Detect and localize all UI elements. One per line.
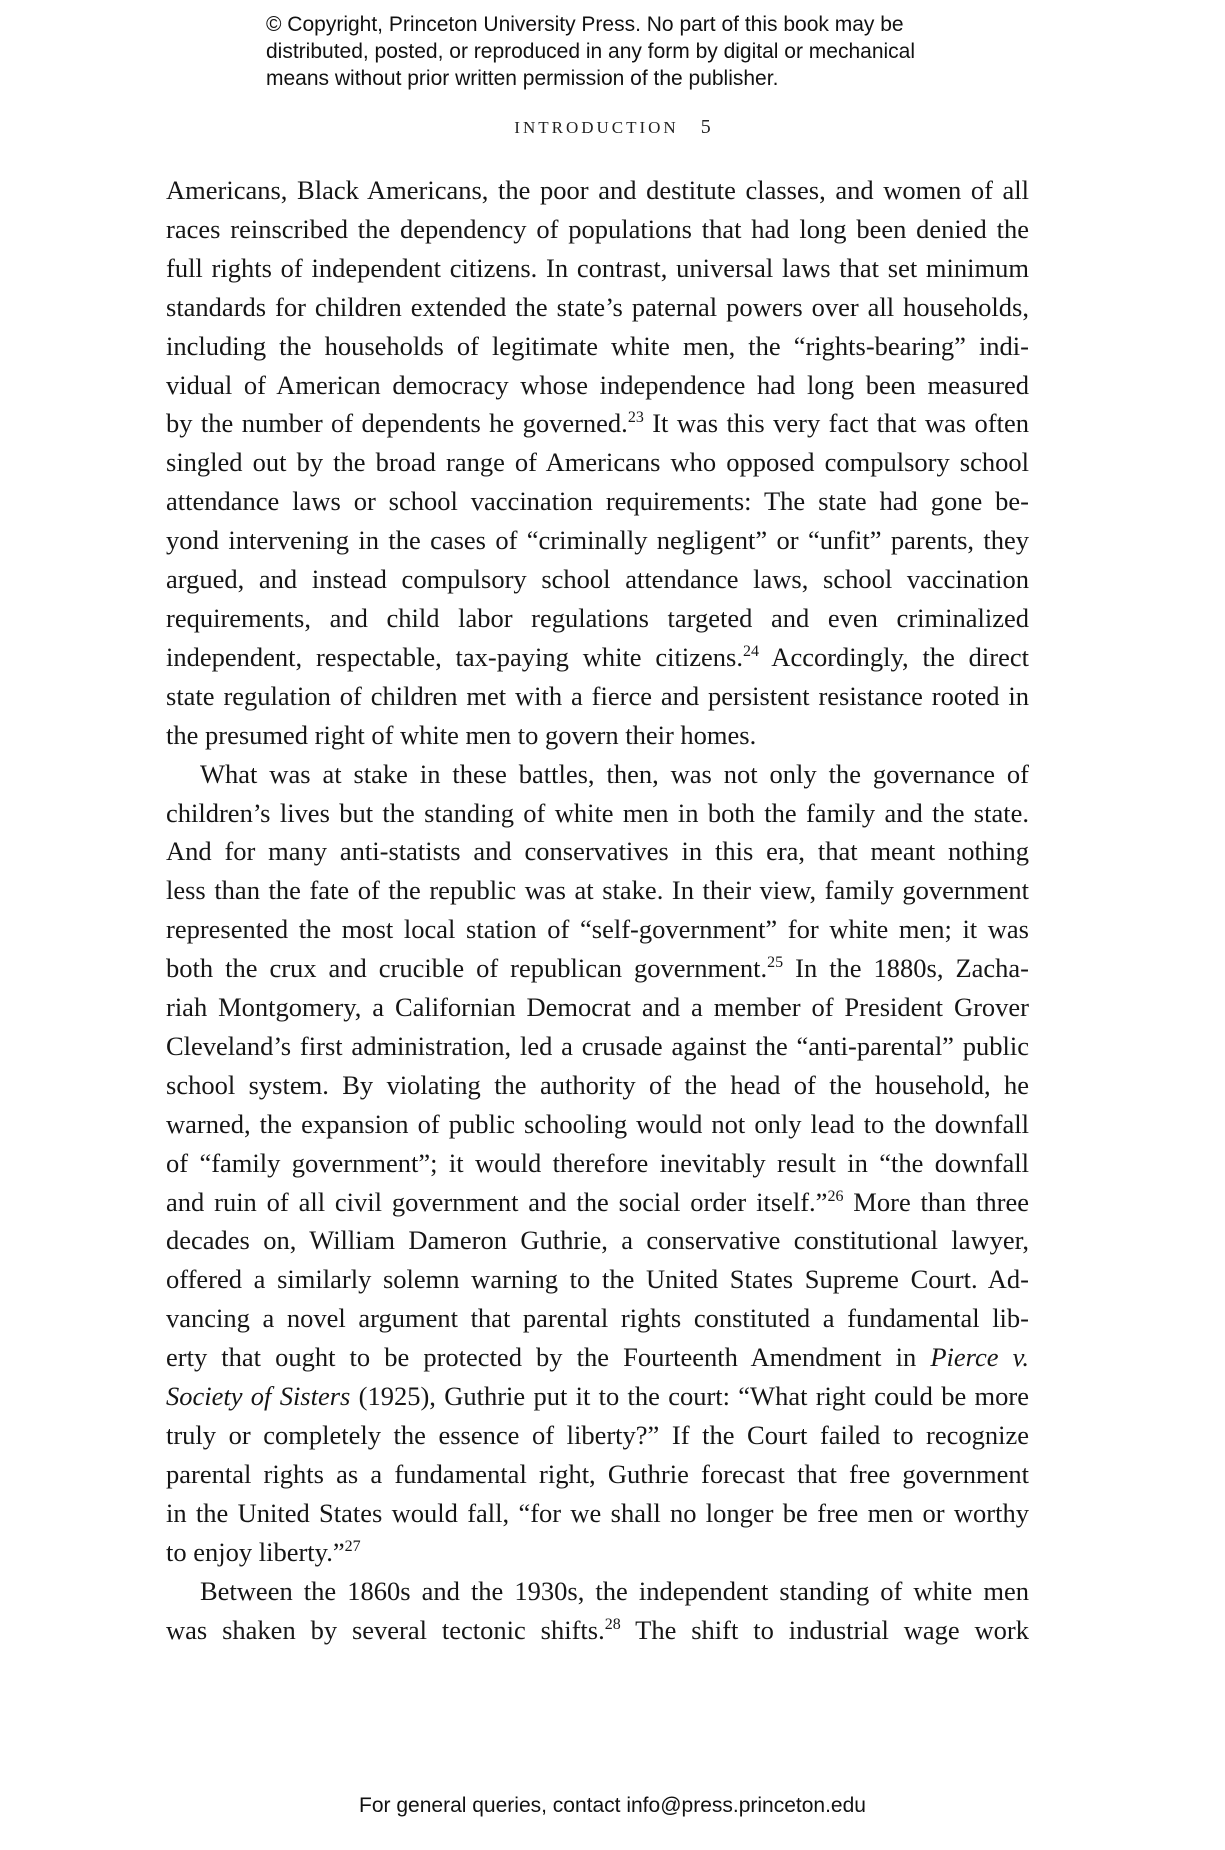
text-line: state regulation of children met with a fierce and persistent resistance rooted in [166, 680, 1029, 711]
paragraph [166, 1572, 1029, 1650]
text-line: riah Montgomery, a Californian Democrat and a member of President Grover [166, 992, 1029, 1023]
footnote-ref[interactable]: 24 [742, 642, 759, 660]
text-line: Americans, Black Americans, the poor and destitute classes, and women of all [166, 175, 1029, 205]
text-line: vidual of American democracy whose independence had long been measured [166, 369, 1029, 400]
copyright-line: © Copyright, Princeton University Press. No part of this book may be [266, 13, 904, 36]
text-run: both the crux and crucible of republican government. [166, 953, 768, 984]
text-line: argued, and instead compulsory school attendance laws, school vaccination [166, 564, 1029, 595]
text-line: Cleveland’s first administration, led a crusade against the “anti-parental” public [166, 1030, 1029, 1061]
text-line: the presumed right of white men to govern their homes. [166, 719, 757, 750]
text-line [166, 1338, 1029, 1377]
text-line: attendance laws or school vaccination requirements: The state had gone be- [166, 486, 1029, 517]
paragraph [166, 171, 1029, 755]
text-line [166, 949, 1029, 988]
body-text [166, 171, 1029, 1649]
text-line: full rights of independent citizens. In contrast, universal laws that set minimum [166, 252, 1029, 283]
text-line: including the households of legitimate white men, the “rights-bearing” indi- [166, 330, 1029, 361]
chapter-title: INTRODUCTION [514, 118, 679, 137]
text-run: and ruin of all civil government and the social order itself.” [166, 1186, 828, 1217]
text-line [166, 1533, 1029, 1572]
text-run: In the 1880s, Zacha- [783, 953, 1030, 984]
footer-contact: For general queries, contact info@press.princeton.edu [359, 1794, 866, 1817]
text-line: represented the most local station of “self-government” for white men; it was [166, 914, 1029, 945]
copyright-notice [266, 11, 986, 92]
text-line: standards for children extended the state’s paternal powers over all households, [166, 291, 1029, 322]
text-line: of “family government”; it would therefore inevitably result in “the downfall [166, 1147, 1029, 1178]
text-line: And for many anti-statists and conservatives in this era, that meant nothing [166, 836, 1029, 867]
text-run: Accordingly, the direct [758, 641, 1029, 672]
text-run: erty that ought to be protected by the Fourteenth Amendment in [166, 1342, 931, 1373]
text-run: The shift to industrial wage work [620, 1614, 1029, 1645]
text-line: school system. By violating the authority of the head of the household, he [166, 1069, 1029, 1100]
text-run: It was this very fact that was often [643, 408, 1029, 439]
text-run: More than three [843, 1186, 1029, 1217]
footnote-ref[interactable]: 23 [627, 409, 644, 427]
text-run: (1925), Guthrie put it to the court: “What right could be more [350, 1381, 1029, 1412]
text-run: by the number of dependents he governed. [166, 408, 628, 439]
text-line: singled out by the broad range of Americans who opposed compulsory school [166, 447, 1029, 478]
text-line [166, 404, 1029, 443]
page-number: 5 [700, 116, 711, 138]
text-line: decades on, William Dameron Guthrie, a conservative constitutional lawyer, [166, 1225, 1029, 1256]
footnote-ref[interactable]: 28 [604, 1615, 621, 1633]
text-run: to enjoy liberty.” [166, 1536, 345, 1567]
text-line: warned, the expansion of public schooling would not only lead to the downfall [166, 1108, 1029, 1139]
case-name-italic: Pierce v. [930, 1342, 1029, 1373]
text-line: vancing a novel argument that parental rights constituted a fundamental lib- [166, 1303, 1029, 1334]
text-line [166, 638, 1029, 677]
text-line [166, 1377, 1029, 1416]
text-line: races reinscribed the dependency of populations that had long been denied the [166, 213, 1029, 244]
text-line [166, 1611, 1029, 1650]
text-line: in the United States would fall, “for we shall no longer be free men or worthy [166, 1497, 1029, 1528]
text-line: parental rights as a fundamental right, Guthrie forecast that free government [166, 1458, 1029, 1489]
text-line: requirements, and child labor regulations targeted and even criminalized [166, 602, 1029, 633]
text-line: offered a similarly solemn warning to the United States Supreme Court. Ad- [166, 1264, 1029, 1295]
text-line: less than the fate of the republic was at stake. In their view, family government [166, 875, 1029, 906]
footnote-ref[interactable]: 25 [767, 954, 784, 972]
paragraph [166, 755, 1029, 1572]
text-line: truly or completely the essence of liberty?” If the Court failed to recognize [166, 1420, 1029, 1450]
copyright-line: distributed, posted, or reproduced in any form by digital or mechanical [266, 40, 916, 63]
footnote-ref[interactable]: 27 [344, 1537, 361, 1555]
text-run: was shaken by several tectonic shifts. [166, 1614, 605, 1645]
case-name-italic: Society of Sisters [166, 1381, 351, 1412]
text-line: yond intervening in the cases of “criminally negligent” or “unfit” parents, they [166, 525, 1029, 556]
footnote-ref[interactable]: 26 [827, 1187, 844, 1205]
text-line [166, 1183, 1029, 1222]
text-line: What was at stake in these battles, then, was not only the governance of [200, 758, 1029, 789]
text-run: independent, respectable, tax-paying white citizens. [166, 641, 743, 672]
running-head [0, 116, 1225, 139]
copyright-line: means without prior written permission of the publisher. [266, 67, 779, 90]
text-line: Between the 1860s and the 1930s, the independent standing of white men [200, 1575, 1029, 1606]
text-line: children’s lives but the standing of white men in both the family and the state. [166, 797, 1029, 828]
